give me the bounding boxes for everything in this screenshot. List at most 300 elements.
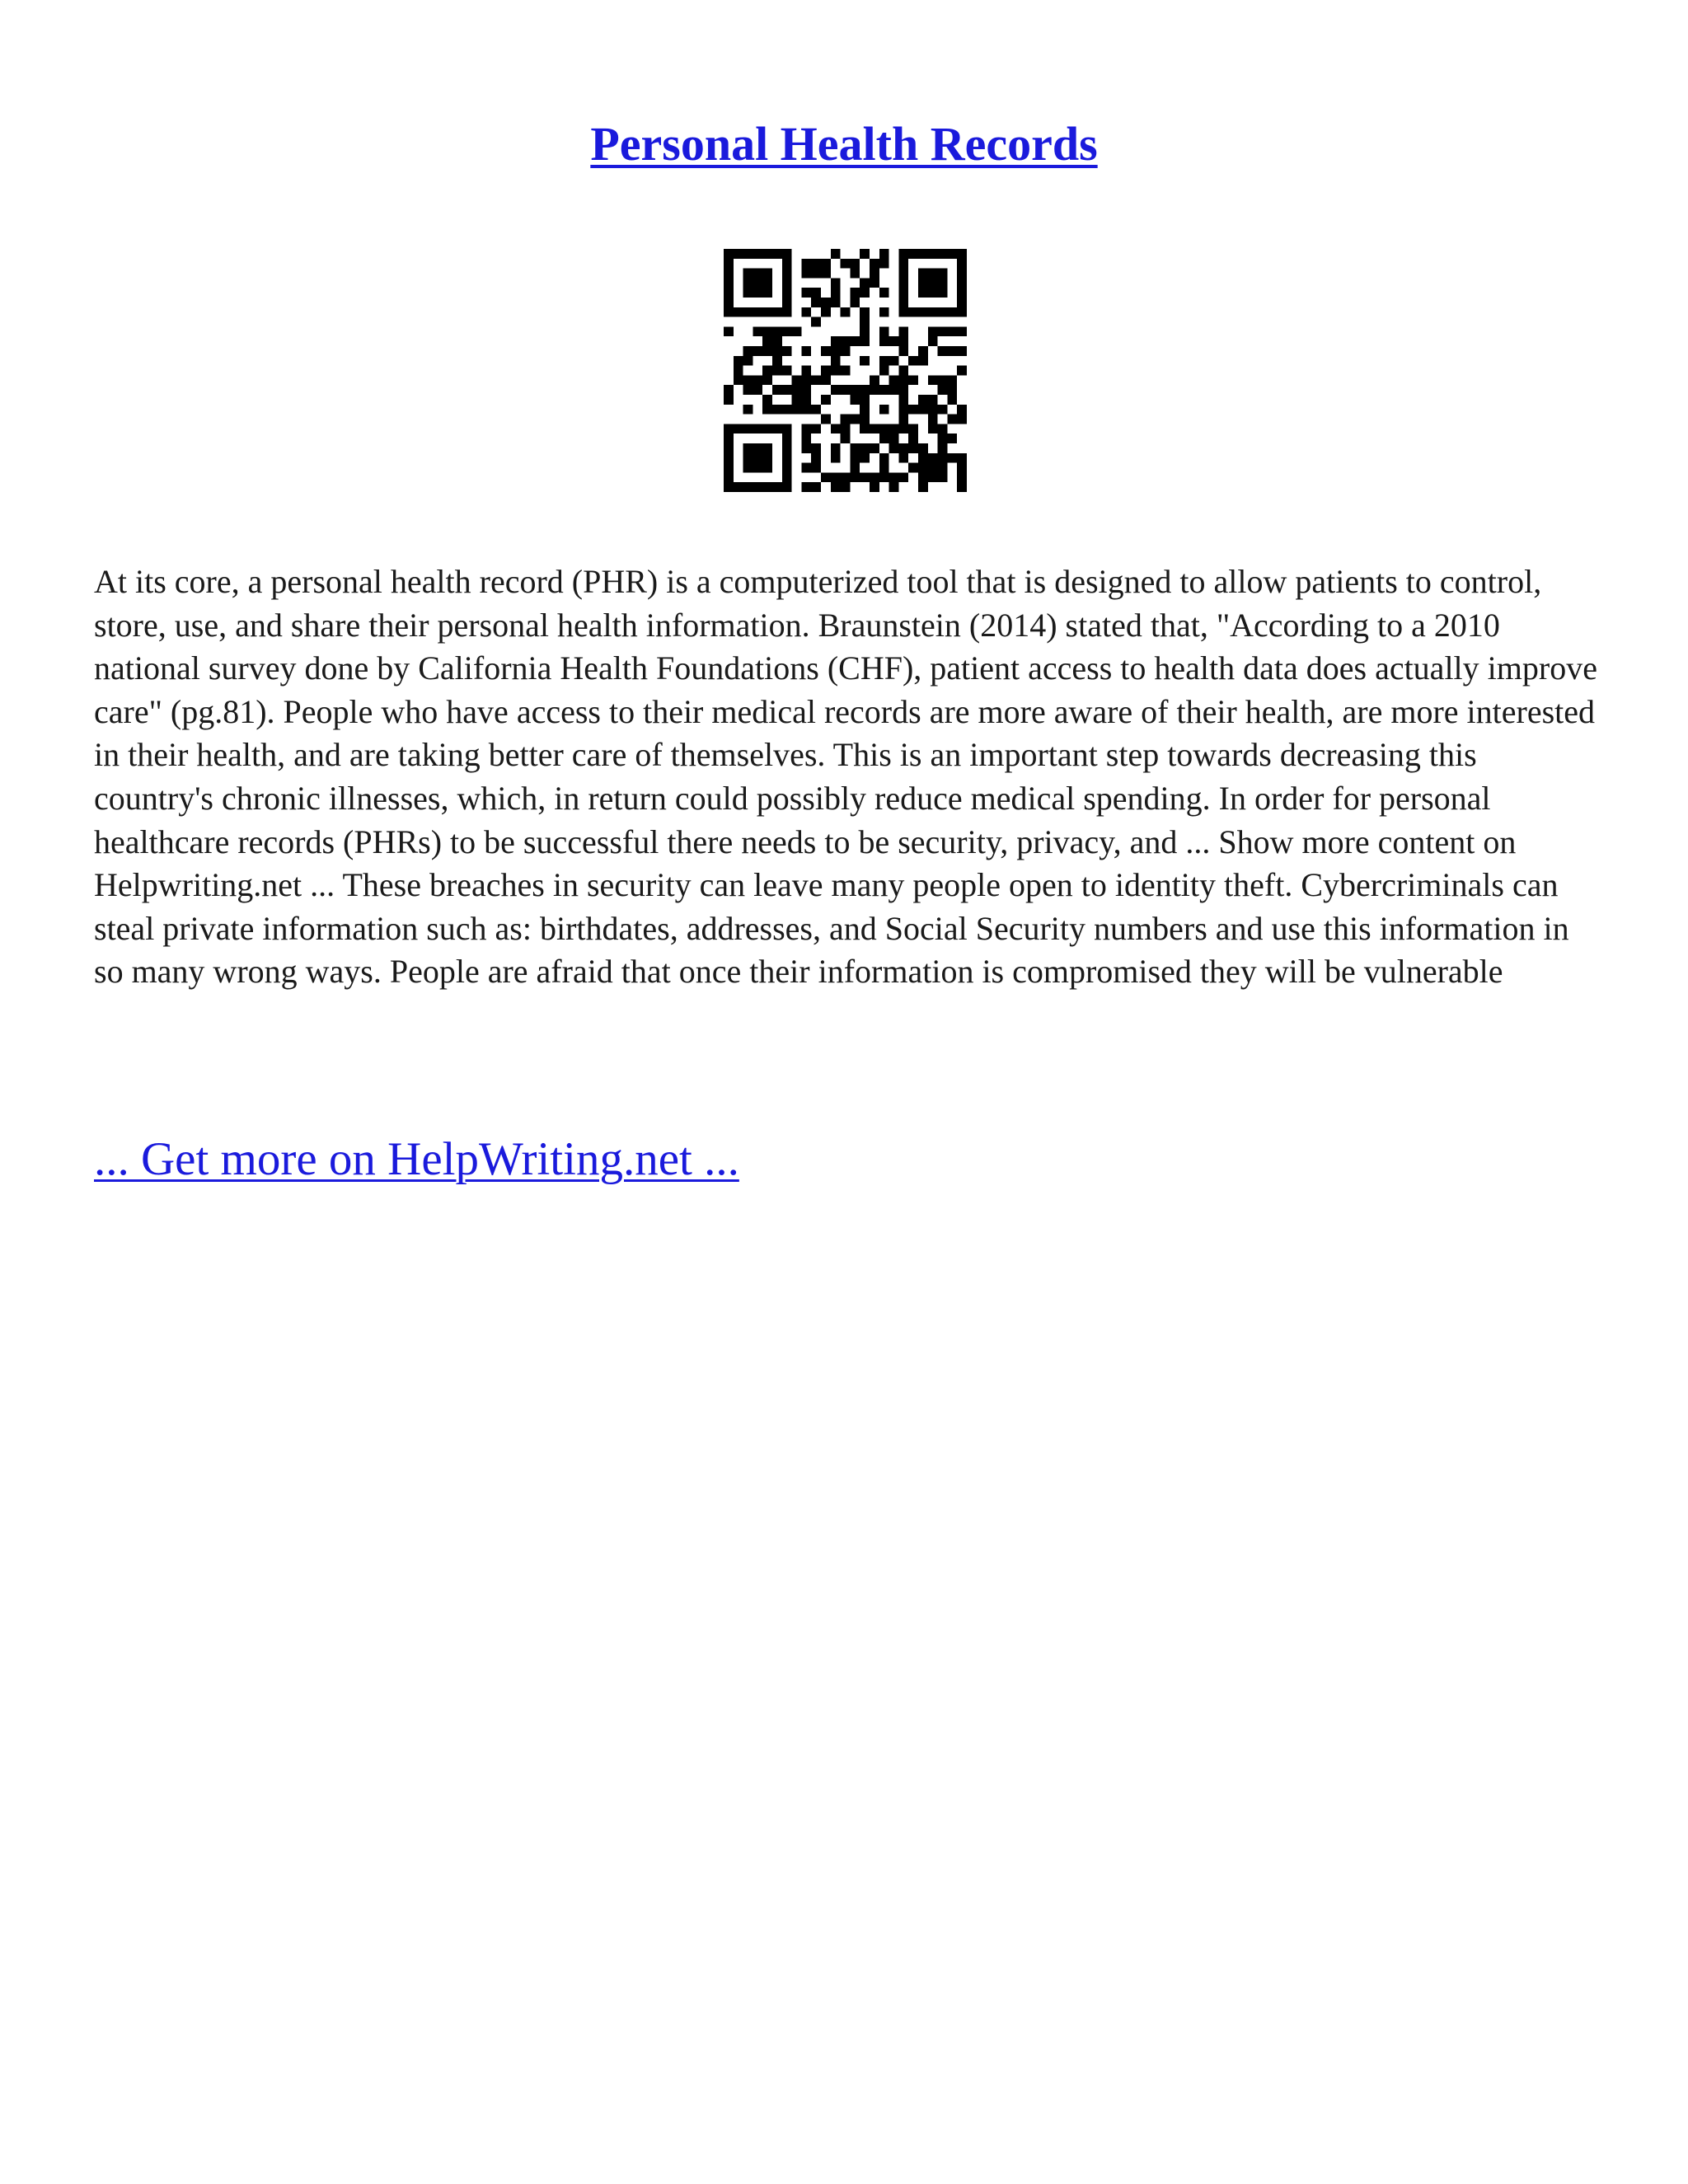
qr-module bbox=[841, 307, 851, 317]
qr-module bbox=[889, 375, 899, 385]
qr-module bbox=[879, 259, 889, 269]
qr-module bbox=[928, 307, 938, 317]
qr-module bbox=[898, 278, 908, 288]
qr-module bbox=[801, 346, 811, 356]
qr-module bbox=[753, 326, 762, 336]
qr-module bbox=[762, 482, 772, 492]
qr-module bbox=[831, 453, 841, 463]
qr-module bbox=[841, 472, 851, 482]
qr-module bbox=[724, 482, 734, 492]
qr-module bbox=[860, 317, 870, 327]
qr-module bbox=[762, 453, 772, 463]
qr-module bbox=[753, 307, 762, 317]
qr-module bbox=[870, 472, 879, 482]
qr-module bbox=[753, 385, 762, 395]
qr-module bbox=[831, 472, 841, 482]
qr-module bbox=[782, 259, 792, 269]
qr-module bbox=[782, 405, 792, 415]
qr-module bbox=[879, 366, 889, 376]
qr-module bbox=[918, 482, 928, 492]
qr-module bbox=[860, 453, 870, 463]
qr-module bbox=[850, 259, 860, 269]
qr-module bbox=[743, 453, 753, 463]
qr-module bbox=[870, 424, 879, 434]
body-paragraph: At its core, a personal health record (PHR) is a computerized tool that is designed to allow patients to control, store, use, and share their personal health information. Braunstein (2014) stated that, "According to a 2010 national survey done by California Health Foundations (CHF), patient access to health data does actually improve care" (pg.81). People who have access to their medical records are more aware of their health, are more interested in their health, and are taking better care of themselves. This is an important step towards decreasing this country's chronic illnesses, which, in return could possibly reduce medical spending. In order for personal healthcare records (PHRs) to be successful there needs to be security, privacy, and ... Show more content on Helpwriting.net ... These breaches in security can leave many people open to identity theft. Cybercriminals can steal private information such as: birthdates, addresses, and Social Security numbers and use this information in so many wrong ways. People are afraid that once their information is compromised they will be vulnerable bbox=[94, 563, 1597, 991]
qr-module bbox=[831, 249, 841, 259]
qr-module bbox=[772, 336, 782, 346]
qr-module bbox=[782, 434, 792, 443]
qr-module bbox=[743, 307, 753, 317]
qr-module bbox=[762, 288, 772, 298]
qr-module bbox=[724, 269, 734, 279]
qr-module bbox=[928, 269, 938, 279]
qr-module bbox=[724, 385, 734, 395]
qr-module bbox=[938, 288, 948, 298]
qr-module bbox=[743, 288, 753, 298]
qr-module bbox=[753, 424, 762, 434]
qr-module bbox=[782, 269, 792, 279]
qr-module bbox=[821, 298, 831, 307]
qr-module bbox=[801, 385, 811, 395]
qr-module bbox=[724, 288, 734, 298]
qr-module bbox=[918, 356, 928, 366]
qr-module bbox=[753, 463, 762, 473]
qr-module bbox=[724, 278, 734, 288]
qr-module bbox=[957, 249, 967, 259]
qr-module bbox=[860, 336, 870, 346]
qr-module bbox=[743, 424, 753, 434]
qr-module bbox=[918, 463, 928, 473]
qr-module bbox=[957, 269, 967, 279]
qr-module bbox=[743, 405, 753, 415]
qr-module bbox=[753, 453, 762, 463]
qr-module bbox=[811, 424, 821, 434]
qr-module bbox=[898, 443, 908, 453]
qr-module bbox=[957, 472, 967, 482]
qr-module bbox=[879, 249, 889, 259]
qr-module bbox=[734, 366, 743, 376]
qr-module bbox=[782, 298, 792, 307]
qr-module bbox=[831, 346, 841, 356]
qr-module bbox=[938, 307, 948, 317]
qr-module bbox=[762, 326, 772, 336]
qr-module bbox=[743, 443, 753, 453]
qr-module bbox=[724, 453, 734, 463]
qr-module bbox=[792, 385, 802, 395]
qr-module bbox=[938, 385, 948, 395]
qr-module bbox=[782, 288, 792, 298]
qr-module bbox=[898, 259, 908, 269]
qr-module bbox=[947, 307, 957, 317]
qr-module bbox=[898, 326, 908, 336]
qr-module bbox=[879, 405, 889, 415]
qr-module bbox=[898, 453, 908, 463]
qr-module bbox=[918, 443, 928, 453]
qr-module bbox=[879, 424, 889, 434]
qr-module bbox=[762, 375, 772, 385]
qr-module bbox=[743, 385, 753, 395]
qr-module bbox=[938, 278, 948, 288]
qr-module bbox=[821, 375, 831, 385]
qr-module bbox=[811, 405, 821, 415]
qr-module bbox=[938, 269, 948, 279]
qr-module bbox=[762, 346, 772, 356]
qr-module bbox=[908, 463, 918, 473]
qr-module bbox=[957, 405, 967, 415]
qr-module bbox=[928, 326, 938, 336]
qr-module bbox=[938, 472, 948, 482]
qr-module bbox=[724, 259, 734, 269]
qr-module bbox=[928, 472, 938, 482]
qr-module bbox=[772, 346, 782, 356]
qr-module bbox=[831, 288, 841, 298]
qr-module bbox=[831, 356, 841, 366]
qr-module bbox=[870, 385, 879, 395]
qr-module bbox=[928, 424, 938, 434]
qr-module bbox=[928, 463, 938, 473]
qr-module bbox=[811, 288, 821, 298]
qr-module bbox=[782, 453, 792, 463]
qr-module bbox=[743, 375, 753, 385]
qr-module bbox=[879, 288, 889, 298]
qr-module bbox=[918, 395, 928, 405]
qr-module bbox=[762, 278, 772, 288]
qr-module bbox=[762, 249, 772, 259]
qr-module bbox=[957, 366, 967, 376]
qr-module bbox=[918, 249, 928, 259]
qr-module bbox=[889, 482, 899, 492]
qr-module bbox=[957, 415, 967, 424]
qr-module bbox=[772, 366, 782, 376]
qr-module bbox=[860, 288, 870, 298]
qr-module bbox=[762, 307, 772, 317]
qr-module bbox=[743, 482, 753, 492]
qr-module bbox=[743, 278, 753, 288]
qr-module bbox=[938, 434, 948, 443]
qr-module bbox=[743, 463, 753, 473]
qr-module bbox=[831, 366, 841, 376]
qr-module bbox=[898, 405, 908, 415]
qr-module bbox=[870, 259, 879, 269]
qr-module bbox=[908, 356, 918, 366]
qr-module bbox=[801, 259, 811, 269]
qr-module bbox=[889, 434, 899, 443]
qr-module bbox=[889, 424, 899, 434]
qr-module bbox=[734, 249, 743, 259]
qr-module bbox=[860, 249, 870, 259]
qr-module bbox=[782, 346, 792, 356]
qr-module bbox=[762, 269, 772, 279]
qr-module bbox=[850, 415, 860, 424]
qr-module bbox=[938, 326, 948, 336]
qr-module bbox=[947, 395, 957, 405]
qr-module bbox=[821, 346, 831, 356]
qr-module bbox=[753, 278, 762, 288]
qr-module bbox=[792, 326, 802, 336]
qr-module bbox=[772, 249, 782, 259]
qr-module bbox=[918, 472, 928, 482]
qr-module bbox=[811, 259, 821, 269]
qr-module bbox=[947, 385, 957, 395]
qr-module bbox=[938, 375, 948, 385]
qr-module bbox=[870, 269, 879, 279]
qr-module bbox=[831, 482, 841, 492]
qr-module bbox=[801, 395, 811, 405]
qr-module bbox=[947, 453, 957, 463]
qr-module bbox=[957, 463, 967, 473]
qr-module bbox=[724, 326, 734, 336]
qr-module bbox=[850, 298, 860, 307]
qr-module bbox=[772, 356, 782, 366]
qr-module bbox=[889, 472, 899, 482]
qr-module bbox=[841, 366, 851, 376]
qr-module bbox=[860, 424, 870, 434]
qr-module bbox=[734, 307, 743, 317]
qr-module bbox=[860, 307, 870, 317]
qr-module bbox=[928, 453, 938, 463]
qr-module bbox=[908, 405, 918, 415]
qr-module bbox=[898, 288, 908, 298]
get-more-link-container bbox=[94, 1131, 739, 1188]
qr-module bbox=[928, 395, 938, 405]
qr-module bbox=[782, 307, 792, 317]
qr-module bbox=[850, 385, 860, 395]
qr-module bbox=[821, 472, 831, 482]
qr-module bbox=[811, 317, 821, 327]
qr-module bbox=[860, 443, 870, 453]
qr-module bbox=[947, 434, 957, 443]
qr-module bbox=[782, 385, 792, 395]
qr-module bbox=[792, 405, 802, 415]
qr-module bbox=[898, 472, 908, 482]
qr-module bbox=[850, 453, 860, 463]
qr-module bbox=[918, 307, 928, 317]
qr-module bbox=[841, 259, 851, 269]
qr-module bbox=[841, 336, 851, 346]
qr-module bbox=[957, 288, 967, 298]
qr-module bbox=[957, 307, 967, 317]
qr-module bbox=[879, 336, 889, 346]
qr-module bbox=[879, 463, 889, 473]
qr-module bbox=[928, 405, 938, 415]
qr-module bbox=[724, 472, 734, 482]
qr-module bbox=[724, 249, 734, 259]
qr-module bbox=[772, 326, 782, 336]
qr-module bbox=[782, 482, 792, 492]
qr-module bbox=[772, 482, 782, 492]
qr-module bbox=[898, 307, 908, 317]
qr-module bbox=[734, 356, 743, 366]
qr-module bbox=[772, 385, 782, 395]
qr-module bbox=[908, 249, 918, 259]
qr-module bbox=[782, 326, 792, 336]
qr-module bbox=[889, 356, 899, 366]
qr-module bbox=[850, 269, 860, 279]
qr-module bbox=[850, 336, 860, 346]
qr-module bbox=[957, 278, 967, 288]
qr-module bbox=[753, 288, 762, 298]
qr-module bbox=[821, 307, 831, 317]
qr-module bbox=[841, 385, 851, 395]
qr-module bbox=[850, 395, 860, 405]
qr-module bbox=[734, 482, 743, 492]
qr-module bbox=[753, 346, 762, 356]
qr-module bbox=[801, 443, 811, 453]
qr-module bbox=[841, 482, 851, 492]
qr-module bbox=[898, 336, 908, 346]
qr-module bbox=[801, 424, 811, 434]
qr-module bbox=[938, 453, 948, 463]
qr-module bbox=[870, 443, 879, 453]
qr-module bbox=[889, 443, 899, 453]
qr-module bbox=[870, 482, 879, 492]
qr-module bbox=[898, 269, 908, 279]
qr-module bbox=[811, 482, 821, 492]
qr-module bbox=[811, 269, 821, 279]
qr-module bbox=[898, 375, 908, 385]
qr-module bbox=[947, 326, 957, 336]
qr-module bbox=[879, 307, 889, 317]
qr-module bbox=[860, 326, 870, 336]
qr-module bbox=[908, 434, 918, 443]
qr-module bbox=[898, 385, 908, 395]
qr-module bbox=[918, 405, 928, 415]
qr-module bbox=[782, 472, 792, 482]
qr-module bbox=[957, 326, 967, 336]
qr-module bbox=[947, 415, 957, 424]
qr-module bbox=[801, 463, 811, 473]
qr-module bbox=[801, 366, 811, 376]
qr-module bbox=[801, 269, 811, 279]
qr-module bbox=[898, 395, 908, 405]
qr-module bbox=[938, 346, 948, 356]
qr-module bbox=[831, 298, 841, 307]
qr-module bbox=[928, 278, 938, 288]
qr-module bbox=[792, 375, 802, 385]
qr-module bbox=[850, 288, 860, 298]
qr-module bbox=[772, 405, 782, 415]
qr-module bbox=[860, 395, 870, 405]
qr-module bbox=[860, 405, 870, 415]
qr-module bbox=[811, 443, 821, 453]
qr-module bbox=[879, 356, 889, 366]
qr-module bbox=[792, 395, 802, 405]
qr-module bbox=[782, 443, 792, 453]
qr-module bbox=[957, 298, 967, 307]
qr-module bbox=[811, 453, 821, 463]
qr-module bbox=[801, 375, 811, 385]
qr-module bbox=[762, 366, 772, 376]
qr-module bbox=[811, 463, 821, 473]
qr-module bbox=[938, 249, 948, 259]
qr-module bbox=[762, 336, 772, 346]
qr-module bbox=[753, 443, 762, 453]
qr-module bbox=[947, 346, 957, 356]
qr-module bbox=[860, 356, 870, 366]
qr-module bbox=[821, 259, 831, 269]
qr-module bbox=[782, 249, 792, 259]
qr-module bbox=[879, 385, 889, 395]
qr-module bbox=[821, 269, 831, 279]
qr-module bbox=[841, 415, 851, 424]
qr-module bbox=[724, 298, 734, 307]
qr-module bbox=[762, 443, 772, 453]
qr-module bbox=[743, 346, 753, 356]
qr-module bbox=[762, 395, 772, 405]
qr-module bbox=[772, 307, 782, 317]
qr-module bbox=[734, 375, 743, 385]
qr-module bbox=[811, 298, 821, 307]
qr-module bbox=[801, 307, 811, 317]
qr-module bbox=[898, 424, 908, 434]
qr-module bbox=[918, 278, 928, 288]
qr-module bbox=[811, 375, 821, 385]
qr-module bbox=[879, 326, 889, 336]
qr-module bbox=[762, 463, 772, 473]
qr-module bbox=[831, 424, 841, 434]
qr-module bbox=[753, 269, 762, 279]
qr-module bbox=[782, 463, 792, 473]
qr-module bbox=[724, 463, 734, 473]
qr-module bbox=[908, 424, 918, 434]
qr-module bbox=[724, 395, 734, 405]
qr-module bbox=[801, 434, 811, 443]
qr-module bbox=[938, 463, 948, 473]
page-title bbox=[0, 115, 1688, 173]
qr-module bbox=[772, 424, 782, 434]
qr-module bbox=[860, 415, 870, 424]
qr-module bbox=[879, 434, 889, 443]
qr-module bbox=[957, 346, 967, 356]
qr-module bbox=[850, 463, 860, 473]
qr-module bbox=[734, 424, 743, 434]
qr-module bbox=[724, 307, 734, 317]
qr-module bbox=[743, 269, 753, 279]
qr-module bbox=[889, 336, 899, 346]
qr-module bbox=[879, 453, 889, 463]
qr-module bbox=[879, 472, 889, 482]
qr-module bbox=[831, 385, 841, 395]
title-link[interactable]: Personal Health Records bbox=[590, 117, 1098, 171]
get-more-link[interactable]: ... Get more on HelpWriting.net ... bbox=[94, 1133, 739, 1185]
qr-module bbox=[860, 472, 870, 482]
qr-module bbox=[908, 443, 918, 453]
qr-module bbox=[947, 249, 957, 259]
qr-module bbox=[918, 288, 928, 298]
qr-module bbox=[801, 288, 811, 298]
qr-module bbox=[898, 366, 908, 376]
qr-module bbox=[821, 395, 831, 405]
qr-module bbox=[841, 434, 851, 443]
qr-module bbox=[762, 424, 772, 434]
qr-module bbox=[928, 249, 938, 259]
qr-module bbox=[957, 453, 967, 463]
qr-module bbox=[938, 405, 948, 415]
qr-module bbox=[870, 278, 879, 288]
qr-module bbox=[938, 443, 948, 453]
qr-module bbox=[918, 346, 928, 356]
qr-module bbox=[957, 259, 967, 269]
qr-module bbox=[850, 443, 860, 453]
qr-module bbox=[821, 415, 831, 424]
qr-module bbox=[782, 424, 792, 434]
qr-module bbox=[928, 336, 938, 346]
qr-module bbox=[724, 424, 734, 434]
qr-module bbox=[753, 249, 762, 259]
qr-module bbox=[928, 415, 938, 424]
qr-module bbox=[743, 249, 753, 259]
qr-module bbox=[831, 443, 841, 453]
